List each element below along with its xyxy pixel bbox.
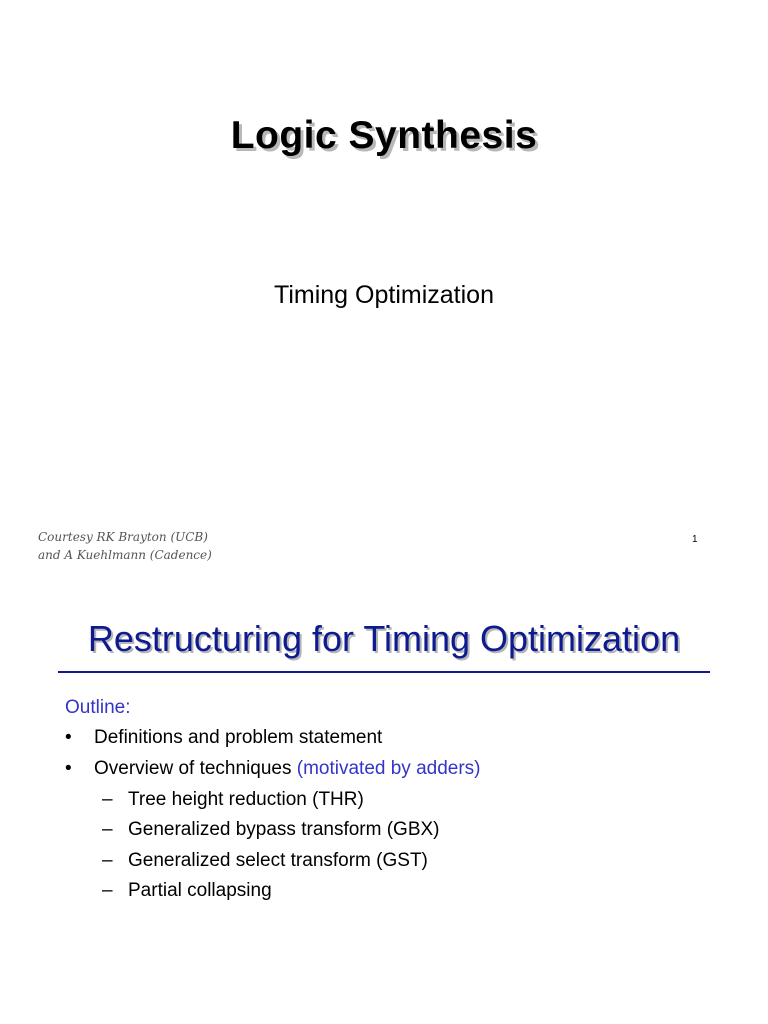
courtesy-note (38, 528, 212, 564)
page-number: 1 (692, 534, 698, 545)
sub-item (102, 789, 364, 811)
dash-icon: – (102, 880, 113, 901)
courtesy-line-1: Courtesy RK Brayton (UCB) (38, 530, 208, 544)
dash-icon: – (102, 789, 113, 810)
slide-title: Logic Synthesis (230, 114, 538, 157)
dash-icon: – (102, 850, 113, 871)
title-divider (58, 671, 710, 673)
bullet-text: Overview of techniques (94, 758, 297, 779)
sub-item-text: Generalized bypass transform (GBX) (128, 819, 440, 840)
sub-item-text: Partial collapsing (128, 880, 272, 901)
sub-item (102, 850, 428, 872)
bullet-icon: • (65, 758, 72, 779)
courtesy-line-2: and A Kuehlmann (Cadence) (38, 548, 212, 562)
slide-subtitle: Timing Optimization (274, 281, 494, 309)
bullet-accent-text: (motivated by adders) (296, 758, 481, 779)
outline-heading: Outline: (65, 697, 131, 718)
sub-item-text: Generalized select transform (GST) (128, 850, 428, 871)
slide-2 (0, 576, 768, 1024)
sub-item (102, 819, 440, 841)
sub-item-text: Tree height reduction (THR) (128, 789, 364, 810)
bullet-item (65, 758, 481, 780)
bullet-text: Definitions and problem statement (94, 727, 383, 748)
bullet-item (65, 727, 382, 749)
slide-2-title: Restructuring for Timing Optimization (87, 618, 681, 659)
dash-icon: – (102, 819, 113, 840)
bullet-icon: • (65, 727, 72, 748)
sub-item (102, 880, 272, 902)
